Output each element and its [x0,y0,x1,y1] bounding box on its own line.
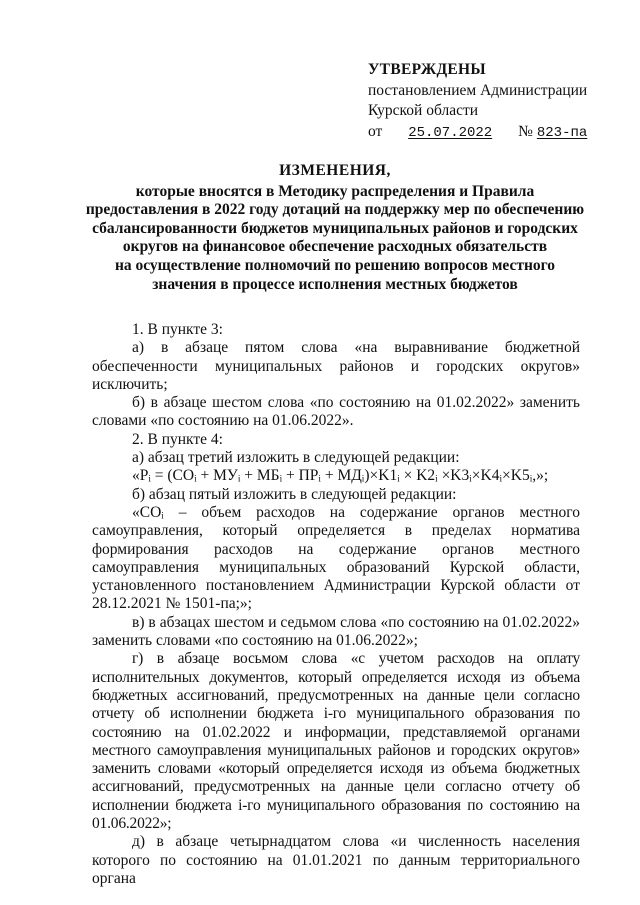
paragraph-item-2a: а) абзац третий изложить в следующей редакции: [132,449,460,467]
approval-date-line [368,122,618,144]
paragraph-item-2b: б) абзац пятый изложить в следующей редакции: [132,485,457,503]
formula-line: «Pᵢ = (COᵢ + МУᵢ + МБᵢ + ПРᵢ + МДᵢ)×K1ᵢ × K2ᵢ ×K3ᵢ×K4ᵢ×K5ᵢ,»; [132,467,549,485]
title-line: на осуществление полномочий по решению вопросов местного [114,256,556,274]
paragraph-item-2v: в) в абзацах шестом и седьмом слова «по состоянию на 01.02.2022» заменить словами «по состоянию на 01.06.2022»; [92,613,580,650]
paragraph-item-2d: д) в абзаце четырнадцатом слова «и численность населения которого по состоянию на 01.01.2021 по данным территориального органа [92,833,580,887]
paragraph-co-definition: «COᵢ – объем расходов на содержание органов местного самоуправления, который определяется в пределах норматива формирования расходов на содержание органов местного самоуправления муниципальных образований Курской области, установленного постановлением Администрации Курской области от 28.12.2021 № 1501-па;»; [92,503,580,613]
approval-line-1: постановлением Администрации [368,81,588,99]
date-prefix: от [368,122,383,140]
paragraph-item-2g: г) в абзаце восьмом слова «с учетом расходов на оплату исполнительных документов, который определяется исходя из объема бюджетных ассигнований, предусмотренных на данные цели согласно отчету об исполнении бюджета i-го муниципального образования по состоянию на 01.02.2022 и информации, представляемой органами местного самоуправления муниципальных районов и городских округов» заменить словами «который определяется исходя из объема бюджетных ассигнований, предусмотренных на данные цели согласно отчету об исполнении бюджета i-го муниципального образования по состоянию на 01.06.2022»; [92,650,580,833]
title-line: которые вносятся в Методику распределения и Правила [135,182,535,200]
approval-block [368,60,618,143]
title-line: значения в процессе исполнения местных бюджетов [152,275,518,293]
paragraph-item-1b: б) в абзаце шестом слова «по состоянию на 01.02.2022» заменить словами «по состоянию на 01.06.2022». [92,394,580,430]
title-line: округов на финансовое обеспечение расходных обязательств [122,238,548,256]
title-line: предоставления в 2022 году дотаций на поддержку мер по обеспечению [85,201,585,219]
title-main: ИЗМЕНЕНИЯ, [279,162,391,179]
approval-date: 25.07.2022 [408,124,493,141]
approval-heading: УТВЕРЖДЕНЫ [368,61,486,78]
approval-number: 823-па [536,124,588,141]
document-body [92,321,580,888]
number-prefix: № [518,122,533,140]
paragraph-item-1a: а) в абзаце пятом слова «на выравнивание бюджетной обеспеченности муниципальных районов и городских округов» исключить; [92,339,580,393]
approval-line-2: Курской области [368,102,479,119]
title-line: сбалансированности бюджетов муниципальных районов и городских [92,219,578,237]
paragraph-item-1: 1. В пункте 3: [132,321,223,338]
document-title [85,162,585,294]
paragraph-item-2: 2. В пункте 4: [132,430,223,448]
